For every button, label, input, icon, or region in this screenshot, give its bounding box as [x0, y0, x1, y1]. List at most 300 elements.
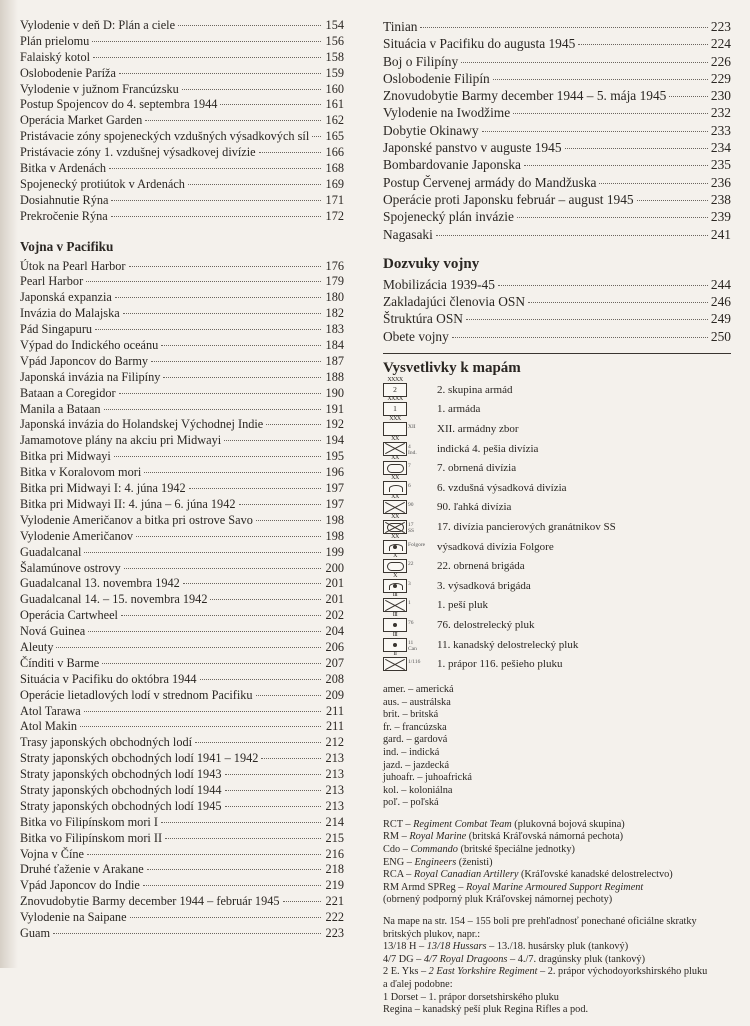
- dot-leader: [599, 183, 707, 184]
- unit-symbol-icon: [383, 611, 414, 632]
- toc-entry: [383, 310, 731, 327]
- artillery-dot: [393, 545, 397, 549]
- toc-entry-title: Oslobodenie Paríža: [20, 65, 116, 80]
- toc-entry-title: Operácie lietadlových lodí v strednom Pacifiku: [20, 687, 253, 702]
- toc-entry-title: Bitka pri Midwayi I: 4. júna 1942: [20, 481, 186, 496]
- dot-leader: [578, 44, 708, 45]
- toc-entry-title: Japonská invázia do Holandskej Východnej Indie: [20, 417, 264, 432]
- toc-entry-page: 158: [325, 49, 344, 64]
- legend-label: 1. armáda: [437, 403, 481, 416]
- toc-entry: [383, 174, 731, 191]
- toc-entry: [20, 34, 344, 50]
- toc-entry-page: 166: [325, 145, 344, 160]
- note-line: britských plukov, napr.:: [383, 928, 481, 940]
- toc-entry-page: 197: [325, 481, 344, 496]
- toc-entry-title: Boj o Filipíny: [383, 53, 459, 69]
- left-column: [20, 18, 344, 942]
- toc-entry: [20, 688, 344, 704]
- unit-symbol-icon: [383, 572, 411, 593]
- toc-entry-title: Nagasaki: [383, 226, 433, 242]
- dot-leader: [119, 73, 321, 74]
- toc-entry-title: Spojenecký protiútok v Ardenách: [20, 176, 185, 191]
- unit-symbol-icon: [383, 455, 411, 475]
- unit-symbol-icon: [383, 416, 416, 436]
- unit-symbol-icon: [383, 553, 414, 573]
- symbol-tag: 1/116: [408, 659, 421, 666]
- toc-entry: [20, 847, 344, 863]
- toc-entry-title: Vylodenie na Saipane: [20, 910, 127, 925]
- toc-entry: [20, 576, 344, 592]
- abbreviation-rest: (ženisti): [456, 856, 493, 868]
- toc-entry: [383, 328, 731, 345]
- legend-label: indická 4. pešia divízia: [437, 442, 539, 455]
- toc-western-front: [20, 18, 344, 225]
- dot-leader: [124, 568, 321, 569]
- legend-entry: [383, 533, 731, 560]
- toc-entry-page: 211: [326, 719, 344, 734]
- toc-entry: [20, 274, 344, 290]
- toc-entry-title: Dobytie Okinawy: [383, 122, 479, 138]
- legend-label: 22. obrnená brigáda: [437, 560, 525, 573]
- dot-leader: [637, 200, 708, 201]
- legend-entry: [383, 553, 731, 576]
- toc-entry: [20, 193, 344, 209]
- toc-entry-title: Vylodenie na Iwodžime: [383, 105, 511, 121]
- toc-entry-page: 213: [325, 751, 344, 766]
- toc-entry: [383, 122, 731, 139]
- toc-entry-page: 234: [710, 140, 731, 156]
- abbreviation-code: ENG –: [383, 856, 415, 868]
- toc-entry-page: 208: [325, 671, 344, 686]
- toc-entry-page: 213: [325, 767, 344, 782]
- dot-leader: [144, 472, 321, 473]
- toc-entry: [20, 831, 344, 847]
- note-line: poľ. – poľská: [383, 797, 439, 809]
- toc-entry-title: Bitka v Koralovom mori: [20, 465, 142, 480]
- unit-note: (obrnený podporný pluk Kráľovskej námornej pechoty): [383, 894, 613, 906]
- toc-entry-page: 206: [325, 639, 344, 654]
- note-line: brit. – britská: [383, 709, 439, 721]
- dot-leader: [178, 25, 321, 26]
- dot-leader: [129, 266, 321, 267]
- toc-entry-page: 156: [325, 33, 344, 48]
- regiment-notes: [383, 916, 731, 1017]
- toc-entry-title: Atol Tarawa: [20, 703, 81, 718]
- toc-entry-title: Straty japonských obchodných lodí 1945: [20, 798, 222, 813]
- toc-entry-title: Guadalcanal 14. – 15. novembra 1942: [20, 592, 208, 607]
- abbreviation-name: Commando: [410, 844, 458, 856]
- toc-pacific-continued: [383, 18, 731, 243]
- toc-entry-title: Tinian: [383, 19, 418, 34]
- legend-label: 3. výsadková brigáda: [437, 579, 531, 592]
- toc-entry-title: Bitka pri Midwayi II: 4. júna – 6. júna 1942: [20, 496, 236, 511]
- dot-leader: [283, 901, 321, 902]
- toc-entry-page: 198: [325, 528, 344, 543]
- legend-label: 17. divízia pancierových granátnikov SS: [437, 521, 616, 533]
- toc-entry-title: Bitka pri Midwayi: [20, 449, 111, 464]
- toc-entry: [20, 513, 344, 529]
- echelon-mark: X: [393, 572, 397, 579]
- toc-entry: [383, 18, 731, 35]
- section-divider: [383, 353, 731, 354]
- toc-entry: [20, 481, 344, 497]
- toc-entry-page: 222: [325, 910, 344, 925]
- toc-entry-page: 200: [325, 560, 344, 575]
- toc-entry-title: Šalamúnove ostrovy: [20, 560, 121, 575]
- toc-entry-title: Vylodenie v južnom Francúzsku: [20, 81, 179, 96]
- symbol-number: 1: [393, 404, 397, 414]
- toc-entry-title: Operácia Cartwheel: [20, 608, 118, 623]
- toc-entry-title: Pád Singapuru: [20, 322, 93, 337]
- dot-leader: [482, 131, 708, 132]
- toc-entry: [20, 862, 344, 878]
- abbreviation-name: 4/7 Royal Dragoons: [423, 953, 508, 965]
- toc-entry-title: Výpad do Indického oceánu: [20, 338, 159, 353]
- dot-leader: [261, 758, 321, 759]
- dot-leader: [565, 148, 708, 149]
- toc-entry: [20, 608, 344, 624]
- toc-entry-page: 230: [710, 88, 731, 104]
- abbreviation-notes: [383, 684, 731, 1017]
- toc-entry-title: Prekročenie Rýna: [20, 208, 108, 223]
- toc-entry-title: Straty japonských obchodných lodí 1944: [20, 782, 222, 797]
- toc-entry-page: 219: [325, 878, 344, 893]
- legend-entry: [383, 592, 731, 616]
- note-line: aus. – austrálska: [383, 696, 451, 708]
- dot-leader: [109, 168, 321, 169]
- symbol-tag: XII: [408, 424, 416, 431]
- toc-entry-title: Guam: [20, 925, 51, 940]
- legend-label: XII. armádny zbor: [437, 423, 519, 436]
- legend-entry: [383, 631, 731, 658]
- toc-entry: [20, 783, 344, 799]
- toc-entry-title: Spojenecký plán invázie: [383, 209, 514, 225]
- toc-entry-page: 246: [710, 294, 731, 310]
- toc-entry: [20, 751, 344, 767]
- toc-entry: [383, 208, 731, 225]
- echelon-mark: XX: [391, 455, 399, 462]
- dot-leader: [493, 79, 708, 80]
- unit-symbol-icon: [383, 376, 407, 397]
- toc-entry-page: 159: [325, 65, 344, 80]
- dot-leader: [517, 217, 708, 218]
- toc-entry-page: 197: [325, 496, 344, 511]
- abbreviation-code: 2 E. Yks –: [383, 966, 429, 978]
- artillery-dot: [393, 584, 397, 588]
- toc-entry-page: 239: [710, 209, 731, 225]
- abbreviation-line: [383, 869, 731, 882]
- toc-entry: [20, 656, 344, 672]
- unit-symbol-icon: [383, 533, 426, 554]
- dot-leader: [56, 647, 321, 648]
- legend-entry: [383, 455, 731, 478]
- dot-leader: [452, 337, 708, 338]
- toc-entry-page: 182: [325, 306, 344, 321]
- dot-leader: [669, 96, 708, 97]
- dot-leader: [119, 393, 321, 394]
- toc-entry-page: 172: [325, 208, 344, 223]
- echelon-mark: XXXX: [387, 396, 403, 403]
- toc-entry: [20, 82, 344, 98]
- toc-entry-page: 214: [325, 814, 344, 829]
- legend-entry: [383, 651, 731, 674]
- abbreviation-line: [383, 966, 731, 979]
- toc-entry-page: 207: [325, 655, 344, 670]
- legend-label: 7. obrnená divízia: [437, 462, 517, 475]
- toc-pacific-war: [20, 259, 344, 942]
- legend-label: 90. ľahká divízia: [437, 501, 512, 514]
- toc-entry-page: 160: [325, 81, 344, 96]
- toc-entry-title: Mobilizácia 1939-45: [383, 276, 495, 292]
- toc-entry: [20, 799, 344, 815]
- toc-entry-page: 221: [325, 894, 344, 909]
- armor-oval: [387, 523, 404, 532]
- abbreviation-line: [383, 819, 731, 832]
- toc-entry-page: 209: [325, 687, 344, 702]
- toc-entry-page: 162: [325, 113, 344, 128]
- toc-entry-page: 168: [325, 161, 344, 176]
- toc-entry-title: Štruktúra OSN: [383, 311, 463, 327]
- echelon-mark: XX: [391, 494, 399, 501]
- toc-entry-title: Straty japonských obchodných lodí 1943: [20, 767, 222, 782]
- dot-leader: [87, 854, 321, 855]
- toc-entry: [20, 433, 344, 449]
- dot-leader: [188, 184, 321, 185]
- toc-entry: [20, 719, 344, 735]
- toc-entry: [383, 104, 731, 121]
- toc-entry: [20, 497, 344, 513]
- legend-entry: [383, 494, 731, 518]
- toc-entry: [20, 370, 344, 386]
- echelon-mark: XX: [391, 514, 399, 520]
- section-heading-aftermath: Dozvuky vojny: [383, 255, 480, 272]
- toc-entry-page: 213: [325, 782, 344, 797]
- toc-entry: [20, 894, 344, 910]
- right-column: [383, 18, 731, 1026]
- legend-entry: [383, 435, 731, 462]
- dot-leader: [136, 536, 321, 537]
- toc-entry-page: 226: [710, 53, 731, 69]
- dot-leader: [195, 742, 321, 743]
- echelon-mark: III: [392, 592, 398, 599]
- toc-entry-title: Operácia Market Garden: [20, 113, 143, 128]
- toc-entry-page: 169: [325, 176, 344, 191]
- echelon-mark: XX: [391, 533, 399, 540]
- legend-entry: [383, 611, 731, 635]
- symbol-tag: 6: [408, 482, 411, 489]
- note-line: gard. – gardová: [383, 734, 448, 746]
- legend-entry: [383, 396, 731, 423]
- toc-entry-page: 179: [325, 274, 344, 289]
- symbol-tag: Folgore: [408, 541, 426, 548]
- toc-entry-page: 235: [710, 157, 731, 173]
- dot-leader: [225, 790, 321, 791]
- abbreviation-code: Cdo –: [383, 844, 411, 856]
- abbreviation-rest: (Kráľovské kanadské delostrelectvo): [518, 869, 673, 881]
- legend-entry: [383, 376, 731, 403]
- legend-label: 11. kanadský delostrelecký pluk: [437, 638, 579, 651]
- abbreviation-name: Regiment Combat Team: [413, 818, 512, 830]
- toc-entry-page: 176: [325, 258, 344, 273]
- toc-entry-page: 195: [325, 449, 344, 464]
- dot-leader: [111, 200, 321, 201]
- dot-leader: [256, 520, 321, 521]
- dot-leader: [224, 440, 321, 441]
- toc-entry-page: 202: [325, 608, 344, 623]
- dot-leader: [93, 57, 321, 58]
- toc-entry: [20, 50, 344, 66]
- note-line: kol. – koloniálna: [383, 784, 453, 796]
- toc-entry: [383, 156, 731, 173]
- dot-leader: [182, 89, 321, 90]
- toc-entry-title: Guadalcanal: [20, 544, 82, 559]
- unit-symbol-icon: [383, 514, 415, 534]
- dot-leader: [220, 104, 321, 105]
- toc-entry: [383, 35, 731, 52]
- abbreviation-name: Royal Canadian Artillery: [413, 869, 519, 881]
- dot-leader: [528, 302, 708, 303]
- toc-entry: [20, 209, 344, 225]
- symbol-tag: 4 Ind.: [408, 443, 417, 456]
- dot-leader: [114, 456, 321, 457]
- note-line: amer. – americká: [383, 683, 454, 695]
- dot-leader: [86, 281, 321, 282]
- toc-entry-title: Bitka vo Filipínskom mori II: [20, 830, 163, 845]
- abbreviation-line: [383, 857, 731, 870]
- toc-entry-page: 192: [325, 417, 344, 432]
- dot-leader: [524, 165, 708, 166]
- toc-entry-page: 184: [325, 338, 344, 353]
- toc-entry: [20, 449, 344, 465]
- dot-leader: [102, 663, 321, 664]
- artillery-dot: [393, 623, 397, 627]
- note-line: fr. – francúzska: [383, 721, 447, 733]
- dot-leader: [256, 695, 321, 696]
- dot-leader: [53, 933, 321, 934]
- dot-leader: [121, 615, 321, 616]
- toc-entry: [20, 177, 344, 193]
- toc-entry: [20, 18, 344, 34]
- dot-leader: [225, 806, 321, 807]
- toc-entry: [20, 815, 344, 831]
- dot-leader: [161, 345, 321, 346]
- toc-entry-page: 190: [325, 385, 344, 400]
- toc-entry-page: 250: [710, 328, 731, 344]
- abbreviation-line: [383, 831, 731, 844]
- dot-leader: [163, 377, 321, 378]
- toc-entry: [383, 70, 731, 87]
- toc-entry: [20, 926, 344, 942]
- symbol-number: 2: [393, 384, 397, 394]
- echelon-mark: XXXX: [387, 376, 403, 383]
- toc-entry: [20, 910, 344, 926]
- echelon-mark: XX: [391, 435, 399, 442]
- toc-entry-title: Útok na Pearl Harbor: [20, 258, 126, 273]
- section-heading-pacific: Vojna v Pacifiku: [20, 238, 114, 254]
- toc-entry-title: Invázia do Malajska: [20, 306, 120, 321]
- note-line: Na mape na str. 154 – 155 boli pre prehľadnosť ponechané oficiálne skratky: [383, 916, 697, 928]
- toc-entry-page: 223: [710, 19, 731, 34]
- toc-entry-page: 224: [710, 36, 731, 52]
- toc-entry-title: Guadalcanal 13. novembra 1942: [20, 576, 180, 591]
- toc-entry: [20, 338, 344, 354]
- toc-entry-page: 194: [325, 433, 344, 448]
- toc-entry: [383, 276, 731, 293]
- abbreviation-line: [383, 954, 731, 967]
- symbol-tag: 3: [408, 580, 411, 587]
- toc-entry: [20, 624, 344, 640]
- toc-entry: [383, 226, 731, 243]
- toc-entry-title: Situácia v Pacifiku do augusta 1945: [383, 36, 576, 52]
- toc-entry: [20, 465, 344, 481]
- toc-entry-title: Postup Červenej armády do Mandžuska: [383, 174, 597, 190]
- dot-leader: [145, 120, 321, 121]
- abbreviation-code: RM Armd SPReg –: [383, 881, 466, 893]
- abbreviation-rest: – 13./18. husársky pluk (tankový): [486, 941, 629, 953]
- dot-leader: [161, 822, 321, 823]
- abbreviation-rest: – 2. prápor východoyorkshirského pluku: [537, 966, 708, 978]
- abbreviation-code: RCT –: [383, 818, 414, 830]
- symbol-number: [384, 423, 406, 435]
- echelon-mark: III: [392, 611, 398, 618]
- unit-symbol-icon: [383, 396, 407, 416]
- dot-leader: [259, 152, 321, 153]
- toc-entry-title: Atol Makin: [20, 719, 78, 734]
- toc-entry: [20, 161, 344, 177]
- dot-leader: [466, 319, 708, 320]
- toc-entry-title: Pristávacie zóny spojeneckých vzdušných výsadkových síl: [20, 129, 310, 144]
- abbreviation-rest: (britské špeciálne jednotky): [457, 844, 575, 856]
- toc-entry-page: 161: [325, 97, 344, 112]
- toc-entry-title: Japonská invázia na Filipíny: [20, 369, 161, 384]
- abbreviation-code: RCA –: [383, 869, 414, 881]
- abbreviation-code: 4/7 DG –: [383, 953, 424, 965]
- abbreviation-line: [383, 882, 731, 895]
- toc-entry-page: 233: [710, 122, 731, 138]
- toc-entry-title: Pearl Harbor: [20, 274, 84, 289]
- toc-entry-page: 238: [710, 191, 731, 207]
- toc-entry-page: 223: [325, 925, 344, 940]
- dot-leader: [165, 838, 321, 839]
- echelon-mark: II: [393, 651, 397, 658]
- symbol-tag: 7: [408, 463, 411, 470]
- toc-entry-title: Japonská expanzia: [20, 290, 112, 305]
- toc-entry-page: 187: [325, 353, 344, 368]
- unit-symbol-icon: [383, 592, 411, 612]
- toc-entry-page: 201: [325, 576, 344, 591]
- toc-entry: [20, 529, 344, 545]
- toc-entry-title: Vpád Japoncov do Indie: [20, 878, 140, 893]
- toc-entry-page: 204: [325, 624, 344, 639]
- toc-entry-title: Postup Spojencov do 4. septembra 1944: [20, 97, 218, 112]
- abbreviation-rest: (britská Kráľovská námorná pechota): [466, 831, 624, 843]
- toc-entry-title: Vojna v Číne: [20, 846, 84, 861]
- toc-entry-page: 191: [325, 401, 344, 416]
- dot-leader: [239, 504, 321, 505]
- toc-entry: [383, 293, 731, 310]
- toc-entry-title: Trasy japonských obchodných lodí: [20, 735, 193, 750]
- toc-entry-page: 236: [710, 174, 731, 190]
- dot-leader: [210, 599, 321, 600]
- legend-label: 2. skupina armád: [437, 383, 513, 396]
- abbreviation-name: Royal Marine: [409, 831, 467, 843]
- echelon-mark: III: [392, 631, 398, 638]
- toc-entry-title: Bataan a Coregidor: [20, 385, 116, 400]
- dot-leader: [111, 216, 321, 217]
- toc-entry-title: Jamamotove plány na akciu pri Midwayi: [20, 433, 222, 448]
- toc-entry: [20, 878, 344, 894]
- toc-entry-title: Vylodenie Američanov a bitka pri ostrove Savo: [20, 512, 253, 527]
